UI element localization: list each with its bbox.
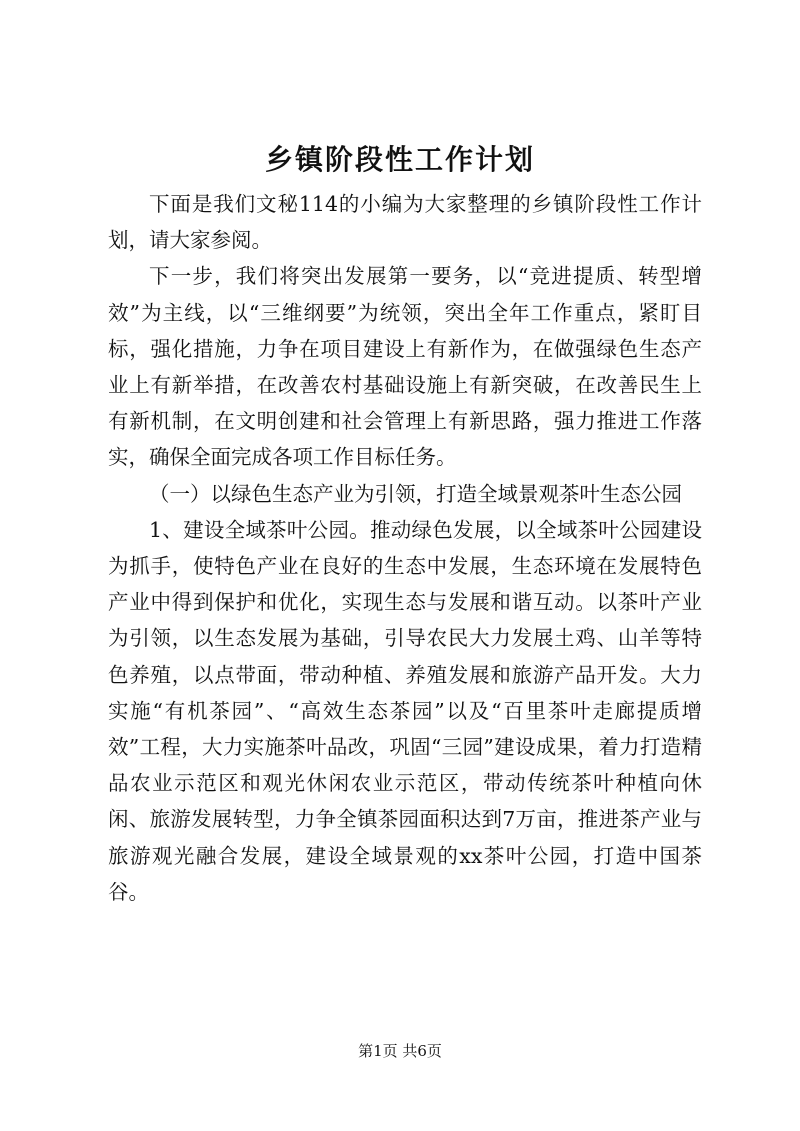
section-heading: （一）以绿色生态产业为引领，打造全域景观茶叶生态公园 [149, 481, 682, 506]
page-footer: 第1页 共6页 [358, 1042, 442, 1060]
document-title: 乡镇阶段性工作计划 [264, 143, 535, 176]
tea-park-paragraph: 1、建设全域茶叶公园。推动绿色发展，以全域茶叶公园建设为抓手，使特色产业在良好的生态中发展，生态环境在发展特色产业中得到保护和优化，实现生态与发展和谐互动。以茶叶产业为引领，以生态发展为基础，引导农民大力发展土鸡、山羊等特色养殖，以点带面，带动种植、养殖发展和旅游产品开发。大力实施“有机茶园”、“高效生态茶园”以及“百里茶叶走廊提质增效”工程，大力实施茶叶品改，巩固“三园”建设成果，着力打造精品农业示范区和观光休闲农业示范区，带动传统茶叶种植向休闲、旅游发展转型，力争全镇茶园面积达到7万亩，推进茶产业与旅游观光融合发展，建设全域景观的xx茶叶公园，打造中国茶谷。 [108, 517, 702, 904]
overview-paragraph: 下一步，我们将突出发展第一要务，以“竞进提质、转型增效”为主线，以“三维纲要”为统领，突出全年工作重点，紧盯目标，强化措施，力争在项目建设上有新作为，在做强绿色生态产业上有新举措，在改善农村基础设施上有新突破，在改善民生上有新机制，在文明创建和社会管理上有新思路，强力推进工作落实，确保全面完成各项工作目标任务。 [108, 264, 702, 470]
intro-paragraph: 下面是我们文秘114的小编为大家整理的乡镇阶段性工作计划，请大家参阅。 [108, 192, 702, 253]
document-body [108, 186, 702, 910]
